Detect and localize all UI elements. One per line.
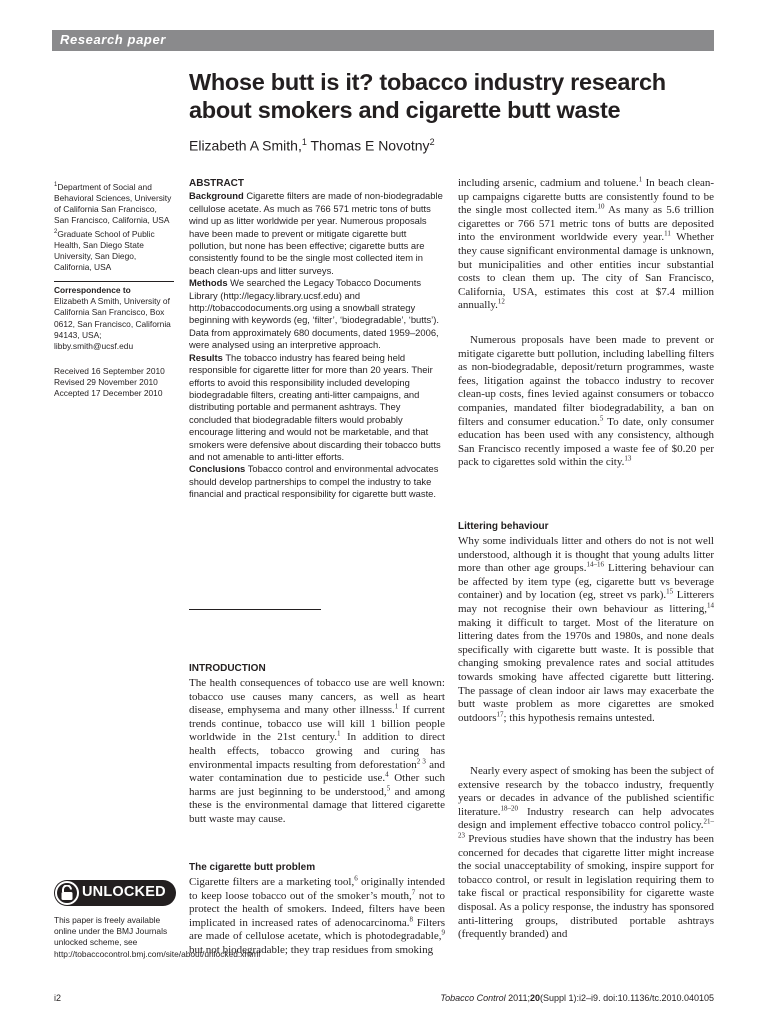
- lock-icon: [55, 881, 79, 905]
- unlocked-label: UNLOCKED: [82, 884, 166, 900]
- affiliation-ref: 1: [301, 137, 307, 147]
- accepted-date: Accepted 17 December 2010: [54, 388, 163, 399]
- abstract-methods: Methods We searched the Legacy Tobacco Documents Library (http://legacy.library.ucsf.edu) and http://tobaccodocuments.org using a snowball strategy beginning with keywords (eg, ‘filter’, ‘biodegradable’, ‘butts’). Data from approximately 680 documents, dated 1959–2006, were analysed using an interpretive approach.: [189, 277, 439, 351]
- butt-problem-text: Cigarette filters are a marketing tool,$^6$ originally intended to keep loose tobacco out of the smoker’s mouth,$^7$ not to protect the health of smokers. Indeed, filters have been implicated in increased rates of adenocarcinoma.$^8$ Filters are made of cellulose acetate, which is photodegradable,$^9$ but not biodegradable; they trap residues from smoking: [189, 874, 445, 956]
- column-3-paragraph-2: Numerous proposals have been made to prevent or mitigate cigarette butt pollution, including labelling filters as non-biodegradable, deposit/return programmes, waste fees, litigation against the tobacco industry to recover clean-up costs, fines levied against consumers or tobacco companies, mandated filter biodegradability, a ban on filters and consumer education.$^5$ To date, only consumer education has been used with any consistency, although San Francisco recently imposed a waste fee of $0.20 per pack to cigarettes sold within the city.$^{13}$: [458, 334, 714, 469]
- abstract-background: Background Cigarette filters are made of non-biodegradable cellulose acetate. As much as 766 571 metric tons of butts wind up as litter worldwide per year. Numerous proposals have been made to prevent or mitigate cigarette butt pollution, but none has been effective; cigarette butts are consistently found to be the single most collected item in beach clean-ups and litter surveys.: [189, 190, 443, 276]
- author-list: [189, 137, 435, 154]
- column-3-paragraph-1: including arsenic, cadmium and toluene.$^1$ In beach clean-up campaigns cigarette butts are consistently found to be the single most collected item.$^{10}$ As many as 5.6 trillion cigarettes or 766 571 metric tons of butts are deposited into the environment worldwide every year.$^{11}$ Whether they cause significant environmental damage is unknown, but municipalities and other entities incur substantial costs to clean them up. The city of San Francisco, California, USA, estimates this cost at $7.4 million annually.$^{12}$: [458, 175, 714, 312]
- butt-problem-heading: The cigarette butt problem: [189, 862, 316, 873]
- author-name[interactable]: Thomas E Novotny: [310, 137, 430, 154]
- page-number: i2: [54, 993, 62, 1003]
- unlocked-note: This paper is freely available online under the BMJ Journals unlocked scheme, see http://tobaccocontrol.bmj.com/site/about/unlocked.xhtml: [54, 915, 261, 959]
- abstract-conclusions: Conclusions Tobacco control and environmental advocates should develop partnerships to compel the industry to take financial and practical responsibility for cigarette butt waste.: [189, 463, 439, 500]
- section-label: Research paper: [60, 32, 166, 47]
- divider: [54, 281, 174, 282]
- affiliation-ref: 2: [429, 137, 435, 147]
- section-banner: [52, 30, 714, 51]
- revised-date: Revised 29 November 2010: [54, 377, 158, 388]
- littering-paragraph-2: Nearly every aspect of smoking has been the subject of extensive research by the tobacco industry, frequently years or decades in advance of the published scientific literature.$^{18-20}$ Industry research can help advocates design and implement effective tobacco control policy.$^{21-23}$ Previous studies have shown that the industry has been concerned for decades that cigarette litter might increase the social unacceptability of smoking, inspire support for tobacco control, or result in legislation requiring them to take fiscal or practical responsibility for cigarette waste disposal. As a policy response, the industry has sponsored anti-littering groups, distributed portable ashtrays (frequently branded) and: [458, 765, 714, 941]
- correspondence-address: Elizabeth A Smith, University of California San Francisco, Box 0612, San Francisco, California 94143, USA;: [54, 296, 171, 340]
- littering-heading: Littering behaviour: [458, 521, 549, 532]
- correspondence-email[interactable]: libby.smith@ucsf.edu: [54, 341, 134, 352]
- article-dates: [54, 366, 174, 400]
- article-title: Whose butt is it? tobacco industry research about smokers and cigarette butt waste: [189, 69, 666, 123]
- abstract-results: Results The tobacco industry has feared being held responsible for cigarette litter for more than 20 years. Their efforts to avoid this responsibility included developing biodegradable filters, creating anti-litter campaigns, and distributing portable and permanent ashtrays. They concluded that biodegradable filters would probably encourage littering and would not be marketable, and that smokers were defensive about discarding their tobacco butts and not amenable to anti-litter efforts.: [189, 351, 441, 462]
- abstract: [189, 178, 443, 501]
- affiliation-1: $^1$Department of Social and Behavioral Sciences, University of California San Francisco, San Francisco, California, USA: [54, 181, 172, 226]
- affiliation-2: $^2$Graduate School of Public Health, San Diego State University, San Diego, California, USA: [54, 228, 155, 273]
- author-name[interactable]: Elizabeth A Smith,: [189, 137, 302, 154]
- correspondence-heading: Correspondence to: [54, 285, 131, 295]
- abstract-divider: [189, 609, 321, 610]
- introduction-text: The health consequences of tobacco use are well known: tobacco use causes many cancers, as well as heart disease, emphysema and many other illnesss.$^1$ If current trends continue, tobacco use will kill 1 billion people worldwide in the 21st century.$^1$ In addition to direct health effects, tobacco growing and curing has environmental impacts resulting from deforestation$^{2 3}$ and water contamination due to pesticide use.$^4$ Other such harms are just beginning to be understood,$^5$ and among these is the environmental damage that littered cigarette butt waste may cause.: [189, 677, 445, 825]
- littering-paragraph-1: Why some individuals litter and others do not is not well understood, although it is thought that young adults litter more than other age groups.$^{14-16}$ Littering behaviour can be affected by item type (eg, cigarette butt vs beverage container) and by location (eg, street vs park).$^{15}$ Litterers may not recognise their own behaviour as littering,$^{14}$ making it difficult to target. Most of the literature on littering dates from the 1970s and 1980s, and none deals specifically with cigarette butt waste. It is possible that changing smoking prevalence rates and social attitudes towards smoking have affected cigarette butt littering. The passage of clean indoor air laws may exacerbate the butt waste problem as more cigarettes are smoked outdoors$^{17}$; this hypothesis remains untested.: [458, 535, 714, 724]
- affiliations: [54, 180, 174, 273]
- received-date: Received 16 September 2010: [54, 366, 165, 376]
- unlocked-badge: [54, 880, 176, 906]
- correspondence: [54, 285, 174, 352]
- abstract-heading: ABSTRACT: [189, 178, 244, 189]
- introduction-heading: INTRODUCTION: [189, 663, 266, 674]
- journal-citation: Tobacco Control 2011;20(Suppl 1):i2–i9. doi:10.1136/tc.2010.040105: [440, 993, 714, 1003]
